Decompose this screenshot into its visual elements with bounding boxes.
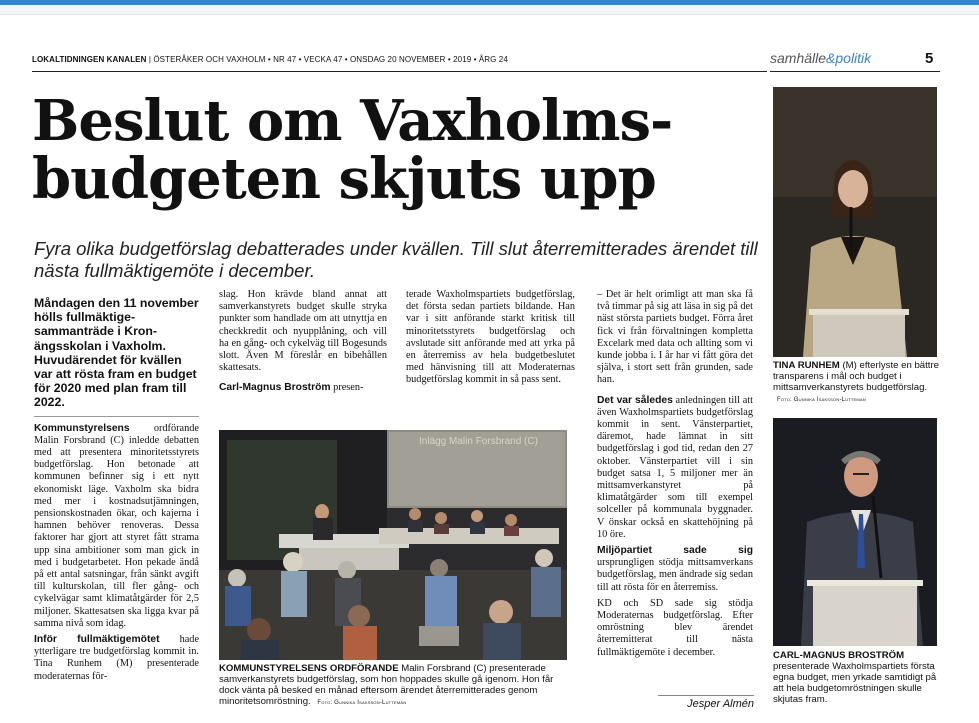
article-deck: Fyra olika budgetförslag debatterades under kvällen. Till slut återremitterades ärendet till nästa fullmäktigemöte i december. [34,238,758,281]
byline: Jesper Almén [687,698,754,710]
paper-area: | ÖSTERÅKER OCH VAXHOLM [148,55,266,64]
section-label-a: samhälle [770,50,827,66]
paragraph-text: presen- [333,382,364,394]
caption-kicker: CARL-MAGNUS BROSTRÖM [773,650,905,661]
masthead [32,50,932,68]
article-lead: Måndagen den 11 november hölls fullmäktigesammanträde i Kronängsskolan i Vaxholm. Huvudärendet för kvällen var att rösta fram en budget för 2020 med plan fram till 2022. [34,296,199,410]
tina-photo-caption [773,360,939,406]
projected-sign-text: Inlägg Malin Forsbrand (C) [419,436,538,447]
caption-text: (M) efterlyste en bättre transparens i mål och budget i mittsamverkanstyrets budgetförslag. [773,360,939,393]
paragraph-text: slag. Hon krävde bland annat att samverkanstyrets budget skulle stryka punkter som handlade om att utnyttja en checkkredit och nyupplåning, och vill ha en gång- och cykelväg till Bogesunds slott. Även M föreslår en bibehållen skattesats. [219,289,387,374]
paragraph-kicker: Det var således [597,394,673,406]
section-ampersand: & [826,50,836,66]
photo-credit: Foto: Gunnika Isaksson-Lutteman [777,397,866,403]
masthead-info [32,55,508,64]
column-divider [34,416,199,417]
caption-text: presenterade Waxholmspartiets första egna budget, men yrkade samtidigt på att hela budgetomröstningen skulle skjutas fram. [773,661,937,705]
paragraph-kicker: Carl-Magnus Broström [219,382,331,394]
carl-magnus-brostrom-photo [773,418,937,646]
article-column-3 [406,289,575,387]
section-label [770,50,871,66]
section-label-b: politik [835,50,872,66]
paragraph-text: hade ytterligare tre budgetförslag kommit in. Tina Runhem (M) presenterade moderaternas för- [34,634,200,682]
paragraph-kicker: Kommunstyrelsens [34,422,130,434]
paragraph-text: ursprungligen stödja mittsamverkans budgetförslag, men ändrade sig sedan till att rösta för en återremiss. [597,557,753,593]
byline-rule [658,695,754,696]
paper-name: LOKALTIDNINGEN KANALEN [32,55,147,64]
caption-text: Malin Forsbrand (C) presenterade samverkanstyrets budgetförslag, som hon hoppades skulle gå igenom. Hon får dock vänta på besked en månad eftersom ärendet återremitterades genom minoritetsomröstning. [219,663,554,707]
speaker-portrait [773,87,937,357]
paragraph [34,634,199,683]
paragraph-text: ordförande Malin Forsbrand (C) inledde debatten med att presentera minoritetsstyrets budgetförslag. Hon betonade att kommunen befinner sig i ett nytt ekonomiskt läge. Vaxholm ska bidra med mer i kostnadsutjämningen, pensionskostnaden ökar, och kajerna i hamnen behöver renoveras. Dessa faktorer har gjort att styret fått strama upp sina ambitioner som man gick in med i budgetarbetet. Hon pekade ändå på ett antal satsningar, från sänkt avgift till kulturskolan, till fler gång- och cykelvägar samt klimatåtgärder för 2,5 miljoner. Skattesatsen ska ligga kvar på samma nivå som idag. [34,422,199,629]
article-column-2 [219,289,387,395]
paragraph-kicker: Inför fullmäktigemötet [34,634,160,646]
issue-details: • NR 47 • VECKA 47 • ONSDAG 20 NOVEMBER • 2019 • ÅRG 24 [267,55,508,64]
paragraph-text: anledningen till att även Waxholmspartiets budgetförslag kommit in sent. Vänsterpartiet, däremot, hade lämnat in sitt budgetförslag i god tid, redan den 27 oktober. Vänsterpartiet vill i sin budget satsa 1, 5 miljoner mer än mittsamverkanstyret på klimatåtgärder som till exempel solceller på kommunala byggnader. V önskar också en skattehöjning på 10 öre. [597,394,753,540]
speaker-portrait [773,418,937,646]
paragraph [597,545,753,594]
main-photo-caption [219,663,569,709]
article-headline: Beslut om Vaxholms-budgeten skjuts upp [32,88,673,212]
paragraph [34,423,199,630]
paragraph [219,382,387,394]
top-toolbar-strip [0,5,979,15]
page-number: 5 [925,50,934,67]
paragraph [597,395,753,541]
article-column-1 [34,296,199,683]
caption-kicker: KOMMUNSTYRELSENS ORDFÖRANDE [219,663,399,674]
masthead-rule-right [770,71,940,72]
paragraph-kicker: Miljöpartiet sade sig [597,545,753,557]
council-meeting-photo [219,430,567,660]
paragraph-text: terade Waxholmspartiets budgetförslag, det första sedan partiets bildande. Han var i sitt anförande starkt kritisk till minoritetsstyrets budgetförslag och avslutade sitt anförande med att yrka på en återremiss av hela budgetbeslutet med hänvisning till att Moderaternas budgetförslag kommit in så pass sent. [406,289,575,386]
caption-kicker: TINA RUNHEM [773,360,840,371]
tina-runhem-photo [773,87,937,357]
masthead-rule [32,71,767,72]
article-column-4 [597,289,753,659]
photo-credit: Foto: Gunnika Isaksson-Lutteman [317,700,407,706]
council-meeting-illustration [219,430,567,660]
paragraph-text: KD och SD sade sig stödja Moderaternas budgetförslag. Efter omröstning blev ärendet återremitterat till nästa fullmäktigemöte i december. [597,597,753,658]
paragraph-text: – Det är helt orimligt att man ska få två timmar på sig att läsa in sig på det näst största partiets budget. Förra året fick vi från förvaltningen kompletta Excelark med data och allting som vi kunde jobba i. I år har vi fått göra det själva, i stort sett från grunden, sade han. [597,289,753,386]
carl-photo-caption [773,650,939,705]
